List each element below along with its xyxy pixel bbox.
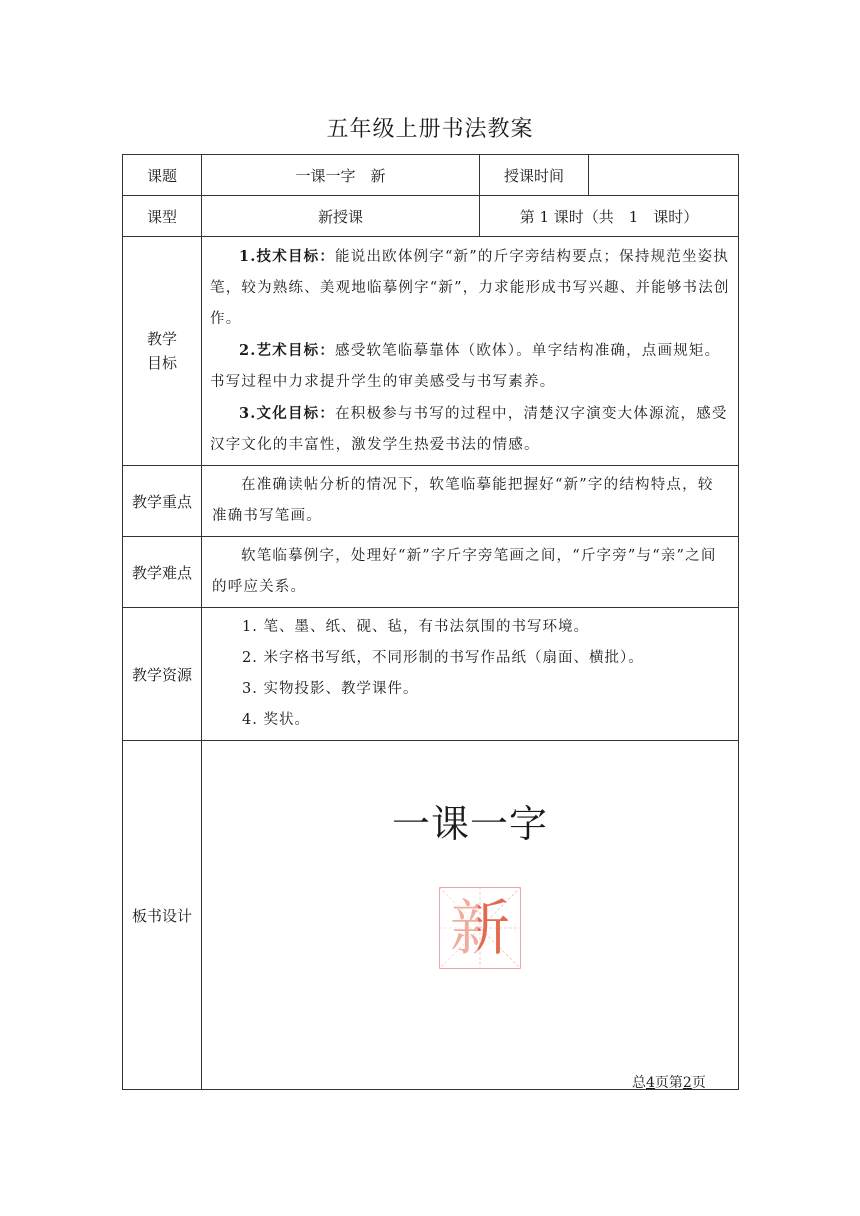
resource-item: 1. 笔、墨、纸、砚、毡，有书法氛围的书写环境。: [242, 619, 589, 635]
key-label: 教学重点: [123, 466, 202, 537]
topic-row: [123, 155, 739, 196]
resource-item: 3. 实物投影、教学课件。: [242, 681, 419, 697]
difficulty-row: [123, 537, 739, 608]
goals-row: [123, 237, 739, 466]
lesson-plan-table: [122, 154, 739, 1090]
topic-value: 一课一字 新: [202, 155, 480, 196]
time-label: 授课时间: [480, 155, 589, 196]
key-text: 在准确读帖分析的情况下，软笔临摹能把握好“新”字的结构特点，较准确书写笔画。: [212, 477, 714, 524]
total-pages: 4: [646, 1075, 655, 1091]
goal-item: 1.技术目标：能说出欧体例字“新”的斤字旁结构要点；保持规范坐姿执笔，较为熟练、美观地临摹例字“新”，力求能形成书写兴趣、并能够书法创作。: [210, 248, 730, 327]
difficulty-text: 软笔临摹例字，处理好“新”字斤字旁笔画之间，“斤字旁”与“亲”之间的呼应关系。: [212, 548, 717, 595]
topic-label: 课题: [123, 155, 202, 196]
mi-grid-character-image: [439, 887, 521, 969]
board-row: [123, 741, 739, 1090]
goal-item: 2.艺术目标：感受软笔临摹靠体（欧体）。单字结构准确，点画规矩。书写过程中力求提升学生的审美感受与书写素养。: [210, 342, 721, 390]
board-design: [202, 741, 738, 1089]
resources-label: 教学资源: [123, 608, 202, 741]
type-row: [123, 196, 739, 237]
document-title: 五年级上册书法教案: [326, 117, 534, 142]
resources-list: [202, 608, 739, 741]
resource-item: 2. 米字格书写纸，不同形制的书写作品纸（扇面、横批）。: [242, 650, 644, 666]
goal-item: 3.文化目标：在积极参与书写的过程中，清楚汉字演变大体源流，感受汉字文化的丰富性，激发学生热爱书法的情感。: [210, 405, 728, 453]
period-text: 第 1 课时（共 1 课时）: [480, 196, 739, 237]
resources-row: [123, 608, 739, 741]
board-label: 板书设计: [123, 741, 202, 1090]
board-title: 一课一字: [391, 802, 548, 846]
difficulty-label: 教学难点: [123, 537, 202, 608]
goals-content: [202, 237, 739, 466]
goals-label: 教学目标: [146, 330, 177, 372]
key-point-row: [123, 466, 739, 537]
type-label: 课型: [123, 196, 202, 237]
time-value: [589, 155, 739, 196]
page-footer: 总4页第2页: [632, 1075, 706, 1091]
current-page: 2: [682, 1075, 692, 1091]
resource-item: 4. 奖状。: [242, 712, 310, 728]
type-value: 新授课: [202, 196, 480, 237]
board-character: 新: [450, 894, 510, 964]
